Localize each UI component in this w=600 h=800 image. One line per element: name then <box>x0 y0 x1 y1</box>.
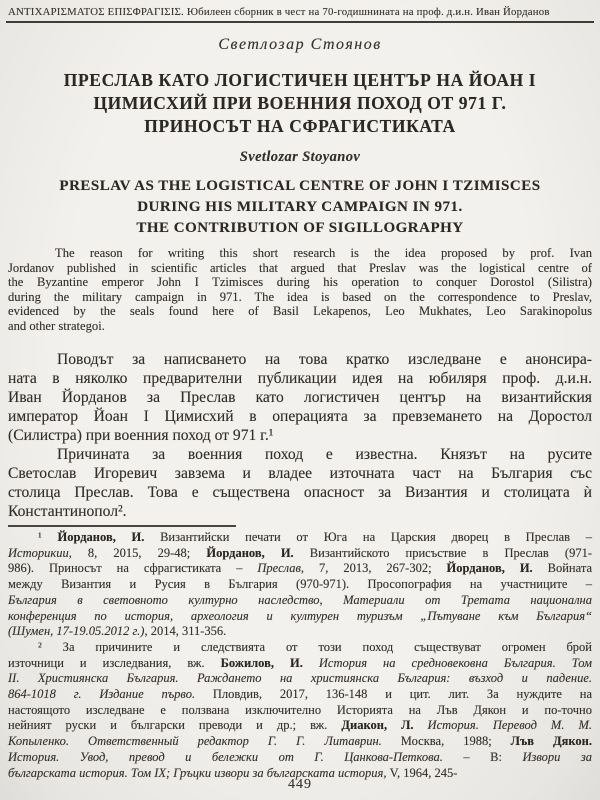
footnote-1 <box>8 530 592 640</box>
abstract-line: evidenced by the seals found here of Basil Lekapenos, Leo Mukhates, Leo Sarakinopolus <box>8 304 592 318</box>
article-title-bg <box>8 69 592 138</box>
body-line: Причината за военния поход е известна. Князът на русите <box>57 446 592 463</box>
footnote-line: настоящото изследване е ползвана изключително Историята на Лъв Дякон и по-точно <box>8 702 592 717</box>
footnote-line: (Шумен, 17-19.05.2012 г.), 2014, 311-356. <box>8 624 227 639</box>
body-paragraph-2 <box>8 445 592 521</box>
footnote-line: конференция по история, археология и културен туризъм „Пътуване към България“ <box>8 608 592 623</box>
abstract-line: the Byzantine emperor John I Tzimisces during his operation to conquer Dorostol (Silistra) <box>8 275 592 289</box>
footnote-line: ¹ Йорданов, И. Византийски печати от Юга на Царския дворец в Преслав – <box>38 530 593 544</box>
title-en-line: PRESLAV AS THE LOGISTICAL CENTRE OF JOHN I TZIMISCES <box>59 178 541 194</box>
abstract-line: during the military campaign in 971. The idea is based on the correspondence to Preslav, <box>8 289 592 304</box>
footnote-line: нейният руски и български преводи и др.; вж. Диакон, Л. История. Перевод М. М. <box>8 718 592 733</box>
title-en-line: DURING HIS MILITARY CAMPAIGN IN 971. <box>137 199 463 215</box>
body-line: столица Преслав. Това е съществена опасност за Византия и столицата ѝ <box>8 484 592 501</box>
footnote-line: Копыленко. Ответственный редактор Г. Г. Литаврин. Москва, 1988; Лъв Дякон. <box>8 734 592 749</box>
footnote-separator <box>8 525 236 527</box>
footnote-line: източници и изследвания, вж. Божилов, И. История на средновековна България. Том <box>8 655 592 670</box>
body-line: император Йоан I Цимисхий в операцията за превземането на Доростол <box>8 408 592 425</box>
abstract-line: and other strategoi. <box>8 318 105 333</box>
footnote-line: II. Християнска България. Раждането на християнска България: възход и падение. <box>8 671 592 686</box>
page-number: 449 <box>288 777 312 792</box>
title-bg-line: ЦИМИСХИЙ ПРИ ВОЕННИЯ ПОХОД ОТ 971 Г. <box>93 93 507 113</box>
footnote-line: Историкии, 8, 2015, 29-48; Йорданов, И. Византийското присъствие в Преслав (971- <box>8 545 592 560</box>
footnote-line: ² За причините и следствията от този поход съществуват огромен брой <box>38 639 592 654</box>
body-line: (Силистра) при военния поход от 971 г.¹ <box>8 427 274 444</box>
body-line: ната в няколко предварителни публикации идея на юбиляря проф. д.и.н. <box>8 370 592 387</box>
footnote-2 <box>8 640 592 781</box>
article-title-en <box>8 176 592 239</box>
title-en-line: THE CONTRIBUTION OF SIGILLOGRAPHY <box>136 220 464 236</box>
running-header: ΑΝΤΙΧΑΡΙΣΜΑΤΟΣ ΕΠΙΣΦΡΑΓΙΣΙΣ. Юбилеен сборник в чест на 70-годишнината на проф. д.и.н. Иван Йорданов <box>8 6 550 18</box>
abstract-en <box>8 246 592 333</box>
footnote-line: между Византия и Русия в България (970-971). Просопография на участниците – <box>8 577 592 592</box>
body-line: Константинопол². <box>8 503 127 520</box>
body-paragraph-1 <box>8 350 592 445</box>
footnote-line: 864-1018 г. Издание първо. Пловдив, 2017, 136-148 и цит. лит. За нуждите на <box>8 687 593 702</box>
abstract-line: Jordanov published in scientific articles that argued that Preslav was the logistical centre of <box>8 260 592 275</box>
title-bg-line: ПРЕСЛАВ КАТО ЛОГИСТИЧЕН ЦЕНТЪР НА ЙОАН I <box>63 70 537 90</box>
footnote-line: История. Увод, превод и бележки от Г. Цанкова-Петкова. – В: Извори за <box>8 749 593 764</box>
running-header-rule <box>6 21 594 23</box>
author-name-en: Svetlozar Stoyanov <box>239 149 361 165</box>
footnote-line: България в световното културно наследство, Материали от Третата национална <box>8 592 592 607</box>
footnote-line: 986). Приносът на сфрагистиката – Преслав, 7, 2013, 267-302; Йорданов, И. Войната <box>8 561 593 576</box>
body-line: Поводът за написването на това кратко изследване е анонсира- <box>57 351 592 368</box>
abstract-line: The reason for writing this short research is the idea proposed by prof. Ivan <box>55 246 592 260</box>
author-name-bg: Светлозар Стоянов <box>218 36 382 53</box>
body-line: Иван Йорданов за Преслав като логистичен център на византийския <box>8 389 592 406</box>
body-line: Светослав Игоревич завзема и владее източната част на България със <box>8 465 592 482</box>
title-bg-line: ПРИНОСЪТ НА СФРАГИСТИКАТА <box>144 116 456 136</box>
footnote-line: българската история. Том IX; Гръцки извори за българската история, V, 1964, 245- <box>8 765 458 780</box>
